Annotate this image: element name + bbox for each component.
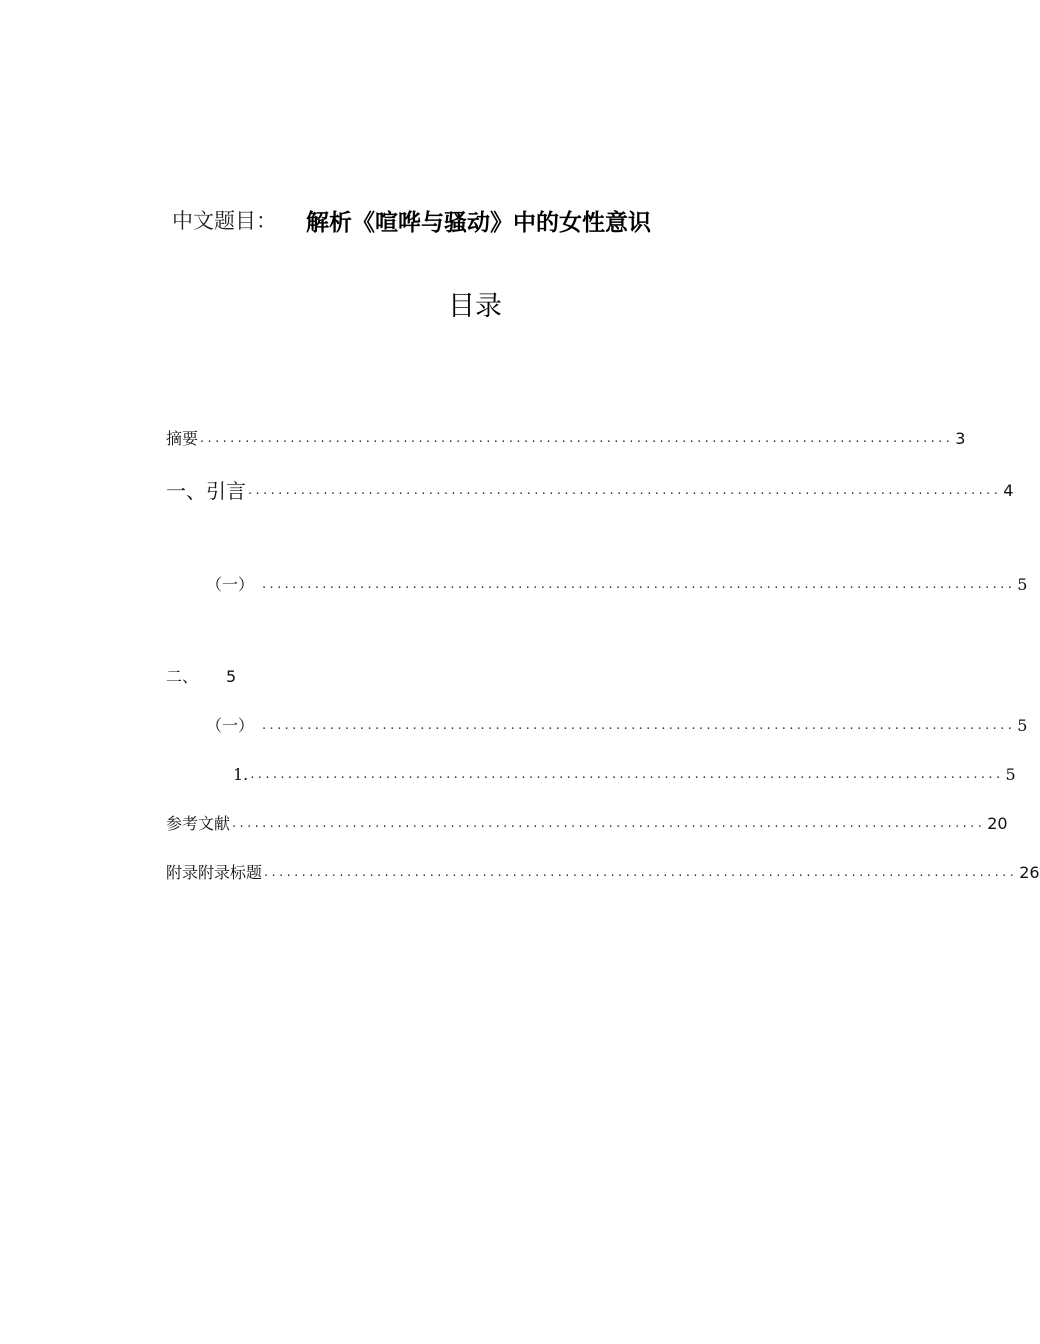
toc-entry-label: 二、	[166, 667, 199, 686]
toc-entry-label: 1.	[233, 765, 249, 784]
title-label: 中文题目：	[172, 209, 277, 233]
toc-entry-section-1-1[interactable]	[206, 574, 1028, 596]
document-title-row	[172, 200, 651, 240]
toc-entry-page: 5	[1017, 575, 1028, 594]
toc-heading: 目录	[448, 291, 502, 322]
toc-leader-dots: ....................................................................................................	[248, 483, 1002, 498]
toc-leader-dots: ....................................................................................................	[250, 767, 1004, 782]
toc-entry-abstract[interactable]	[166, 428, 966, 450]
toc-leader-dots: ....................................................................................................	[264, 865, 1018, 880]
toc-entry-label: 附录附录标题	[166, 863, 263, 882]
toc-entry-page: 4	[1003, 481, 1014, 500]
document-title: 解析《喧哗与骚动》中的女性意识	[306, 209, 651, 236]
toc-entry-page: 5	[1017, 716, 1028, 735]
toc-entry-page: 26	[1019, 863, 1040, 882]
toc-entry-introduction[interactable]	[166, 479, 1014, 503]
toc-entry-references[interactable]	[166, 813, 1008, 835]
toc-entry-page: 20	[987, 814, 1008, 833]
toc-entry-label: 参考文献	[166, 814, 231, 833]
toc-entry-page: 5	[1005, 765, 1016, 784]
toc-entry-chapter-2[interactable]	[166, 666, 236, 688]
toc-leader-dots: ....................................................................................................	[232, 816, 986, 831]
toc-entry-label: （一）	[206, 716, 255, 735]
toc-entry-section-2-1[interactable]	[206, 715, 1028, 737]
toc-entry-appendix[interactable]	[166, 862, 1040, 884]
toc-leader-dots: ....................................................................................................	[200, 431, 954, 446]
toc-entry-label: （一）	[206, 575, 255, 594]
toc-entry-label: 一、引言	[166, 479, 246, 503]
toc-entry-label: 摘要	[166, 429, 199, 448]
toc-entry-page: 5	[226, 667, 237, 686]
toc-entry-section-2-1-1[interactable]	[233, 764, 1016, 786]
toc-leader-dots: ....................................................................................................	[262, 577, 1016, 592]
toc-entry-page: 3	[955, 429, 966, 448]
toc-leader-dots: ....................................................................................................	[262, 718, 1016, 733]
